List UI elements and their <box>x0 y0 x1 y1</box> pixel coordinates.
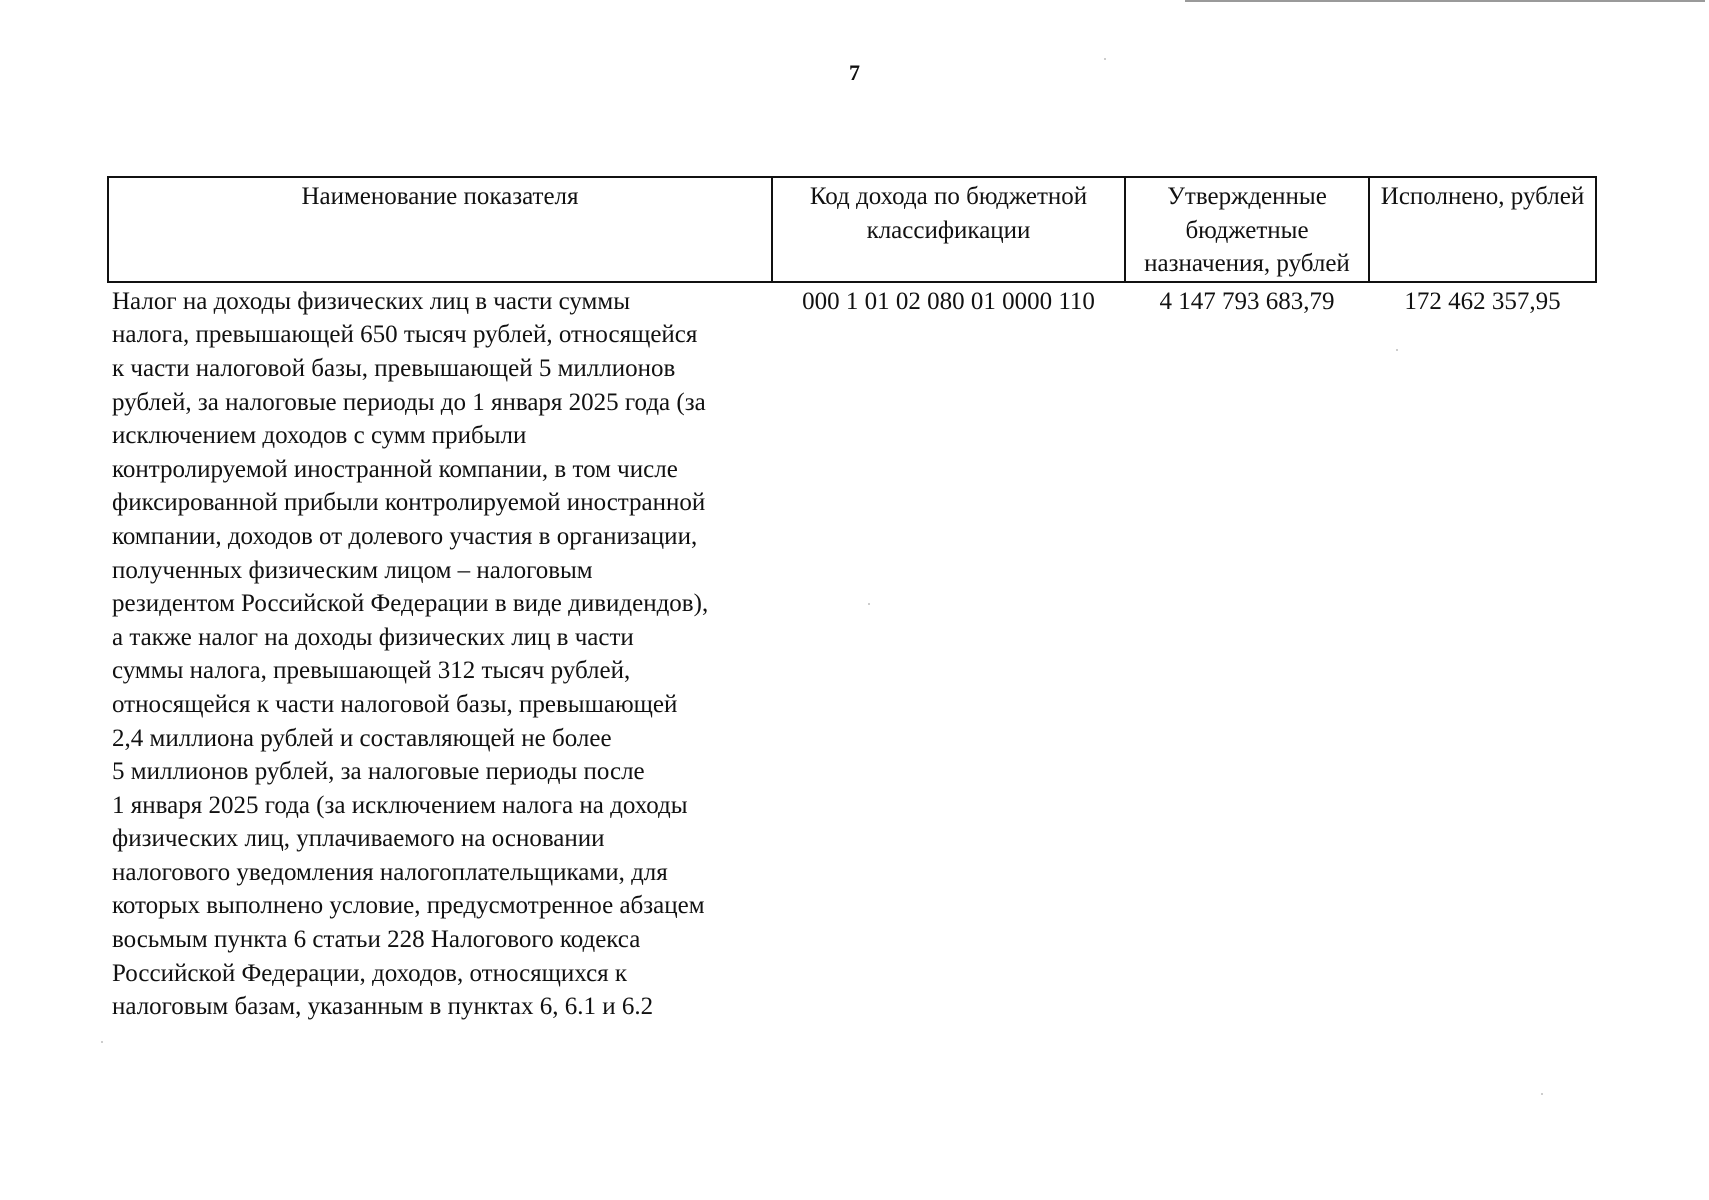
indicator-name-line: исключением доходов с сумм прибыли <box>112 422 527 450</box>
table-row <box>108 282 1596 1024</box>
scan-speck <box>101 1041 103 1043</box>
indicator-name-line: компании, доходов от долевого участия в организации, <box>112 522 698 550</box>
indicator-name-line: фиксированной прибыли контролируемой иностранной <box>112 489 706 517</box>
header-income-code: Код дохода по бюджетной классификации <box>772 177 1125 282</box>
indicator-name-line: контролируемой иностранной компании, в том числе <box>112 455 678 483</box>
indicator-name-line: налога, превышающей 650 тысяч рублей, относящейся <box>112 321 698 349</box>
indicator-name-line: физических лиц, уплачиваемого на основании <box>112 825 605 853</box>
indicator-name-line: 5 миллионов рублей, за налоговые периоды после <box>112 758 645 786</box>
indicator-name-line: к части налоговой базы, превышающей 5 миллионов <box>112 354 676 382</box>
indicator-name-line: полученных физическим лицом – налоговым <box>112 556 593 584</box>
scan-speck <box>1396 349 1398 351</box>
indicator-name-cell <box>108 282 772 1024</box>
header-indicator-name: Наименование показателя <box>108 177 772 282</box>
indicator-name-line: которых выполнено условие, предусмотренное абзацем <box>112 892 705 920</box>
indicator-name-line: налоговым базам, указанным в пунктах 6, 6.1 и 6.2 <box>112 993 654 1021</box>
header-executed: Исполнено, рублей <box>1369 177 1596 282</box>
scan-edge-line <box>1185 0 1705 2</box>
indicator-name-line: Налог на доходы физических лиц в части суммы <box>112 287 630 315</box>
indicator-name-line: Российской Федерации, доходов, относящихся к <box>112 959 628 987</box>
indicator-name-line: налогового уведомления налогоплательщиками, для <box>112 858 668 886</box>
indicator-name-line: рублей, за налоговые периоды до 1 января 2025 года (за <box>112 388 706 416</box>
indicator-name-line: резидентом Российской Федерации в виде дивидендов), <box>112 590 709 618</box>
scan-speck <box>1104 58 1106 60</box>
indicator-name-line: суммы налога, превышающей 312 тысяч рублей, <box>112 657 631 685</box>
indicator-name-line: а также налог на доходы физических лиц в части <box>112 623 634 651</box>
indicator-name-line: восьмым пункта 6 статьи 228 Налогового кодекса <box>112 926 641 954</box>
indicator-name-line: 2,4 миллиона рублей и составляющей не более <box>112 724 612 752</box>
budget-income-table <box>107 176 1597 1024</box>
approved-budget-cell: 4 147 793 683,79 <box>1159 287 1335 315</box>
header-approved-budget: Утвержденные бюджетные назначения, рублей <box>1125 177 1369 282</box>
page-number: 7 <box>849 60 860 85</box>
executed-cell: 172 462 357,95 <box>1404 287 1561 315</box>
scan-speck <box>1541 1093 1543 1095</box>
indicator-name-line: относящейся к части налоговой базы, превышающей <box>112 690 678 718</box>
indicator-name-line: 1 января 2025 года (за исключением налога на доходы <box>112 791 688 819</box>
income-code-cell: 000 1 01 02 080 01 0000 110 <box>802 287 1095 315</box>
scan-speck <box>868 603 870 605</box>
table-header-row <box>108 177 1596 282</box>
